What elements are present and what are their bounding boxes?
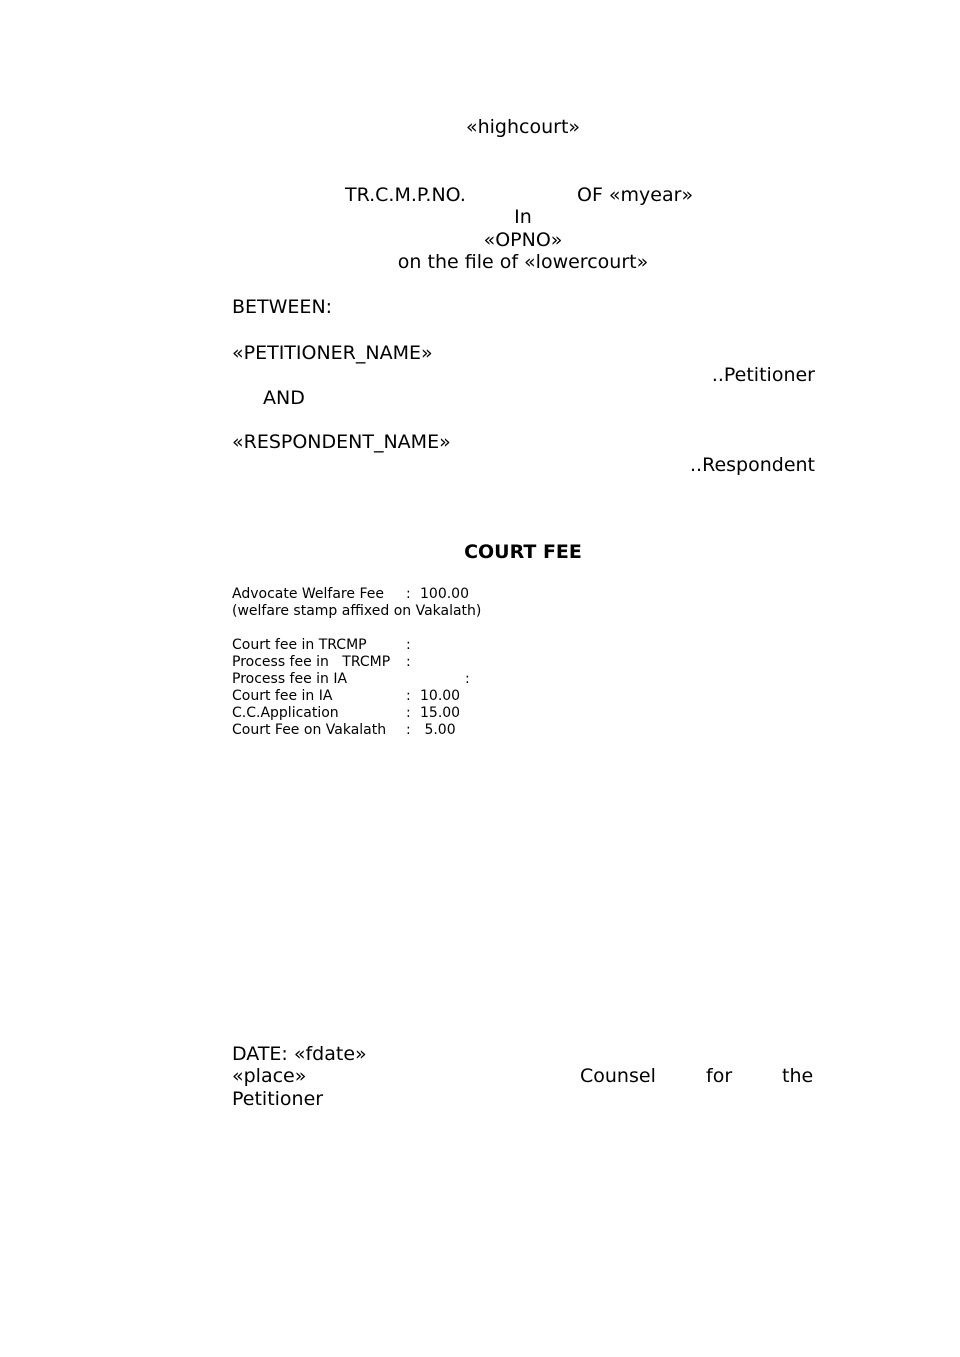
and-label: AND xyxy=(263,387,305,409)
fee-row-label: Court Fee on Vakalath xyxy=(232,722,387,738)
counsel-word: Counsel xyxy=(580,1065,656,1087)
in-label: In xyxy=(514,206,532,228)
fee-row-label: Court fee in TRCMP xyxy=(232,637,367,653)
welfare-fee-label: Advocate Welfare Fee xyxy=(232,586,384,602)
lower-court: on the file of «lowercourt» xyxy=(397,251,649,273)
court-name: «highcourt» xyxy=(465,116,581,138)
respondent-name: «RESPONDENT_NAME» xyxy=(232,431,451,453)
counsel-word: for xyxy=(706,1065,733,1087)
welfare-fee-note: (welfare stamp affixed on Vakalath) xyxy=(232,603,482,619)
fee-row-colon: : xyxy=(406,688,411,704)
date-field: DATE: «fdate» xyxy=(232,1043,367,1065)
counsel-word: the xyxy=(782,1065,814,1087)
petitioner-name: «PETITIONER_NAME» xyxy=(232,342,433,364)
court-fee-title: COURT FEE xyxy=(464,541,582,563)
place-field: «place» xyxy=(232,1065,307,1087)
between-label: BETWEEN: xyxy=(232,296,333,318)
fee-row-colon: : xyxy=(465,671,470,687)
fee-row-colon: : xyxy=(406,722,411,738)
op-number: «OPNO» xyxy=(483,229,563,251)
fee-row-label: C.C.Application xyxy=(232,705,339,721)
case-number-label: TR.C.M.P.NO. xyxy=(345,184,466,206)
fee-row-colon: : xyxy=(406,654,411,670)
fee-row-colon: : xyxy=(406,637,411,653)
respondent-role: ..Respondent xyxy=(690,454,815,476)
fee-row-value: 5.00 xyxy=(420,722,456,738)
fee-row-value: 10.00 xyxy=(420,688,461,704)
fee-row-label: Process fee in IA xyxy=(232,671,348,687)
fee-row-label: Process fee in TRCMP xyxy=(232,654,391,670)
fee-row-value: 15.00 xyxy=(420,705,461,721)
fee-row-colon: : xyxy=(406,705,411,721)
petitioner-role: ..Petitioner xyxy=(711,364,815,386)
fee-row-label: Court fee in IA xyxy=(232,688,333,704)
counsel-word: Petitioner xyxy=(232,1088,324,1110)
case-year: OF «myear» xyxy=(577,184,694,206)
welfare-fee-colon: : xyxy=(406,586,411,602)
welfare-fee-value: 100.00 xyxy=(420,586,469,602)
